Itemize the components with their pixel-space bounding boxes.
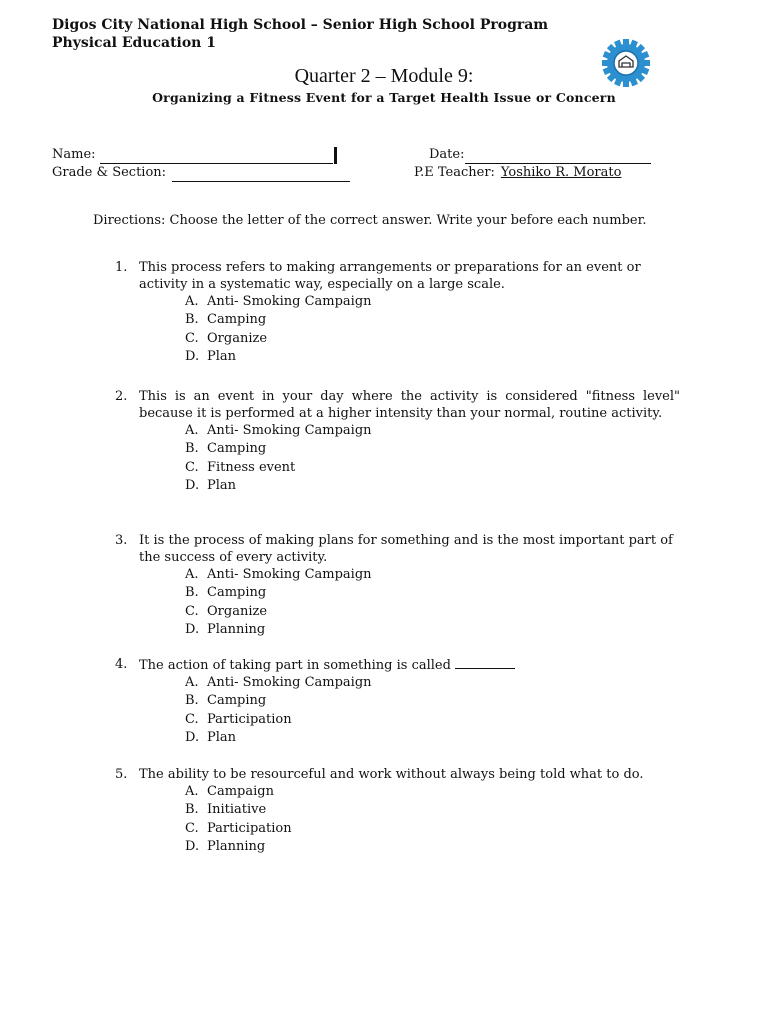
option-letter: C.	[185, 330, 199, 346]
option-letter: B.	[185, 802, 199, 818]
option-letter: A.	[185, 423, 199, 438]
answer-blank-line[interactable]	[455, 656, 515, 669]
option-text: Camping	[207, 312, 267, 328]
option-letter: C.	[185, 711, 199, 727]
option-text: Planning	[207, 622, 266, 638]
options-list	[185, 783, 680, 857]
module-subtitle: Organizing a Fitness Event for a Target Health Issue or Concern	[152, 90, 616, 105]
option-letter: C.	[185, 603, 199, 619]
option-b[interactable]	[185, 311, 680, 329]
option-letter: B.	[185, 585, 199, 601]
option-b[interactable]	[185, 584, 680, 602]
option-b[interactable]	[185, 440, 680, 458]
date-label: Date:	[429, 147, 465, 162]
option-c[interactable]	[185, 820, 680, 838]
option-text: Plan	[207, 730, 237, 746]
option-c[interactable]	[185, 711, 680, 729]
option-d[interactable]	[185, 621, 680, 639]
option-b[interactable]	[185, 692, 680, 710]
question-number: 5.	[115, 767, 128, 782]
option-text: Campaign	[207, 784, 274, 799]
option-text: Anti- Smoking Campaign	[207, 675, 372, 690]
option-letter: D.	[185, 622, 200, 638]
option-a[interactable]	[185, 422, 680, 440]
option-letter: C.	[185, 820, 199, 836]
grade-section-label: Grade & Section:	[52, 165, 167, 180]
option-letter: D.	[185, 349, 200, 365]
grade-section-field[interactable]	[52, 164, 350, 182]
question-2	[115, 388, 680, 496]
question-number: 3.	[115, 533, 128, 548]
option-text: Organize	[207, 603, 268, 619]
option-text: Participation	[207, 820, 292, 836]
options-list	[185, 422, 680, 496]
option-text: Camping	[207, 441, 267, 457]
name-label: Name:	[52, 147, 96, 162]
question-number: 1.	[115, 260, 128, 275]
question-3	[115, 532, 680, 640]
text-cursor	[334, 147, 337, 164]
date-field[interactable]	[429, 146, 651, 164]
question-text: This is an event in your day where the activity is considered "fitness level" because it is performed at a higher intensity than your normal, routine activity.	[139, 389, 680, 421]
teacher-label: P.E Teacher:	[414, 165, 495, 180]
question-text: This process refers to making arrangements or preparations for an event or activity in a systematic way, especially on a large scale.	[139, 260, 641, 292]
options-list	[185, 293, 680, 367]
grade-section-blank-line[interactable]	[172, 167, 350, 182]
option-d[interactable]	[185, 838, 680, 856]
directions-text: Directions: Choose the letter of the correct answer. Write your before each number.	[93, 213, 647, 228]
question-5	[115, 766, 680, 857]
option-text: Organize	[207, 330, 268, 346]
option-letter: A.	[185, 675, 199, 690]
option-b[interactable]	[185, 801, 680, 819]
option-a[interactable]	[185, 674, 680, 692]
option-letter: D.	[185, 478, 200, 494]
name-blank-line[interactable]	[100, 149, 333, 164]
option-letter: B.	[185, 441, 199, 457]
option-text: Plan	[207, 349, 237, 365]
subject-title: Physical Education 1	[52, 35, 216, 51]
option-text: Fitness event	[207, 459, 296, 475]
question-1	[115, 259, 680, 367]
option-letter: B.	[185, 312, 199, 328]
options-list	[185, 674, 680, 748]
option-a[interactable]	[185, 566, 680, 584]
option-d[interactable]	[185, 477, 680, 495]
option-d[interactable]	[185, 348, 680, 366]
question-text: The action of taking part in something is called	[139, 658, 451, 673]
option-letter: D.	[185, 730, 200, 746]
options-list	[185, 566, 680, 640]
option-c[interactable]	[185, 330, 680, 348]
option-a[interactable]	[185, 293, 680, 311]
name-field[interactable]	[52, 146, 337, 164]
option-letter: D.	[185, 839, 200, 855]
option-letter: A.	[185, 784, 199, 799]
option-text: Camping	[207, 585, 267, 601]
date-blank-line[interactable]	[465, 149, 651, 164]
module-title: Quarter 2 – Module 9:	[294, 65, 474, 87]
option-text: Anti- Smoking Campaign	[207, 567, 372, 582]
question-text: It is the process of making plans for something and is the most important part of the success of every activity.	[139, 533, 673, 565]
teacher-field	[414, 164, 621, 182]
option-c[interactable]	[185, 459, 680, 477]
option-letter: B.	[185, 693, 199, 709]
option-c[interactable]	[185, 603, 680, 621]
option-text: Anti- Smoking Campaign	[207, 294, 372, 309]
option-letter: A.	[185, 567, 199, 582]
option-text: Initiative	[207, 802, 267, 818]
option-text: Participation	[207, 711, 292, 727]
question-number: 4.	[115, 657, 128, 672]
option-letter: A.	[185, 294, 199, 309]
teacher-name: Yoshiko R. Morato	[500, 165, 622, 180]
option-text: Planning	[207, 839, 266, 855]
option-text: Anti- Smoking Campaign	[207, 423, 372, 438]
question-text: The ability to be resourceful and work without always being told what to do.	[139, 767, 644, 782]
school-name: Digos City National High School – Senior High School Program	[52, 17, 549, 33]
option-text: Plan	[207, 478, 237, 494]
option-a[interactable]	[185, 783, 680, 801]
question-4	[115, 656, 680, 748]
question-number: 2.	[115, 389, 128, 404]
option-text: Camping	[207, 693, 267, 709]
option-letter: C.	[185, 459, 199, 475]
option-d[interactable]	[185, 729, 680, 747]
